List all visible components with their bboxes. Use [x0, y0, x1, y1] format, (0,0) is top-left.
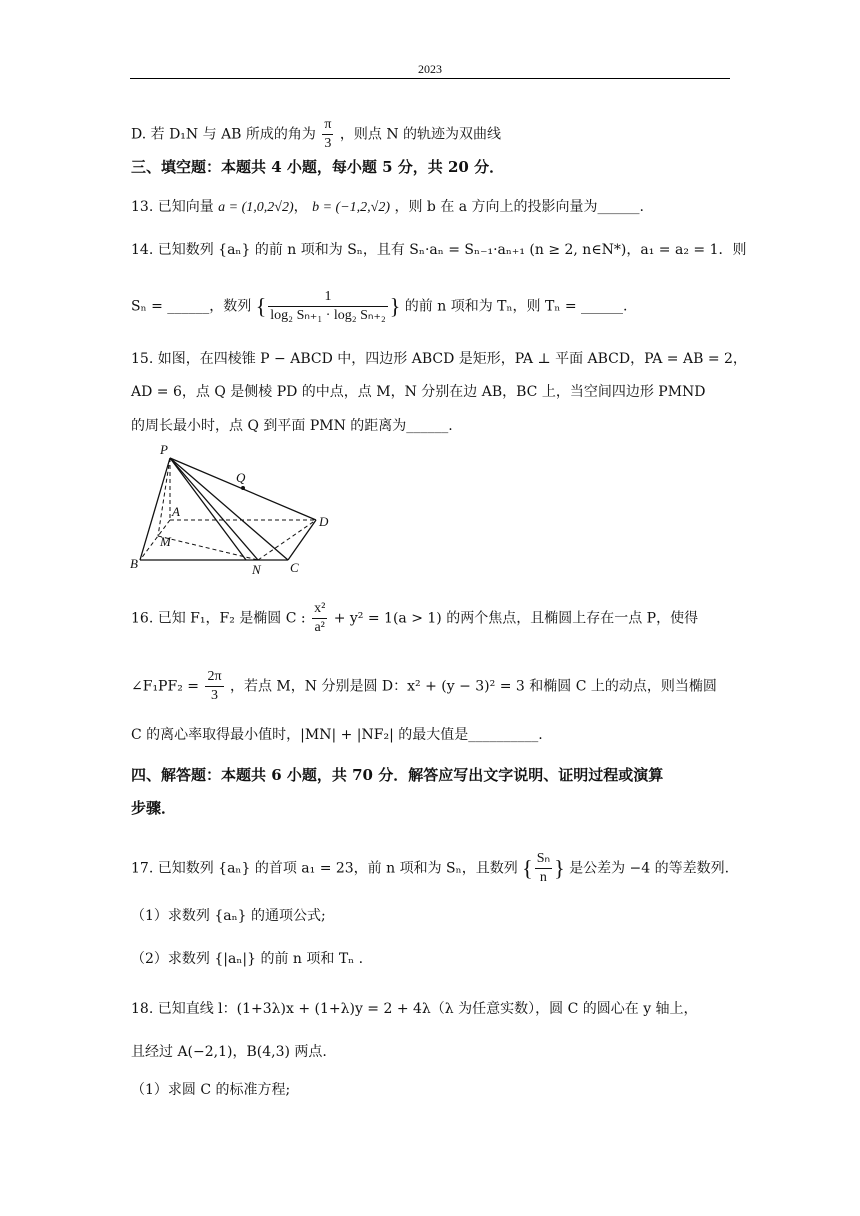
q17-part-1: （1）求数列 {aₙ} 的通项公式;: [131, 908, 326, 924]
label-C: C: [290, 560, 299, 575]
q16-l2-b: ，若点 M，N 分别是圆 D：x² + (y − 3)² = 3 和椭圆 C 上的动点，则当椭圆: [229, 678, 717, 695]
q16-ang-num: 2π: [205, 668, 223, 687]
page-header-year: 2023: [418, 62, 442, 76]
edge-PN2: [170, 458, 246, 560]
q14-frac-den: log₂ Sₙ₊₁ · log₂ Sₙ₊₂: [270, 308, 386, 323]
label-B: B: [130, 556, 138, 571]
q17-s-num: Sₙ: [535, 850, 552, 869]
angle-fraction: [322, 116, 333, 153]
q13-vector-b: b = (−1,2,√2): [312, 200, 390, 215]
q16-ell-den: a²: [314, 620, 325, 635]
question-18-line2: 且经过 A(−2,1)，B(4,3) 两点.: [131, 1044, 327, 1060]
label-M: M: [160, 534, 171, 549]
angle-den: 3: [324, 136, 332, 151]
q16-ellipse-fraction: [312, 600, 327, 637]
q17-fraction: [535, 850, 552, 887]
q18-part-1: （1）求圆 C 的标准方程;: [131, 1082, 291, 1098]
label-Q: Q: [236, 470, 246, 485]
question-16-line2: [131, 668, 717, 705]
question-14-line2: Sₙ = ______，数列 { $\frac{1}{\text{log₂ Sₙ₊₁ · log₂ Sₙ₊₂}}$ } 的前 n 项和为 Tₙ，则 Tₙ = ______.: [131, 289, 628, 323]
q16-l1-b: + y² = 1(a > 1) 的两个焦点，且椭圆上存在一点 P，使得: [333, 610, 699, 627]
question-17: 17. 已知数列 {aₙ} 的首项 a₁ = 23，前 n 项和为 Sₙ，且数列 { $\frac{\text{Sₙ}}{n}$ } 是公差为 −4 的等差数列.: [131, 851, 730, 885]
angle-num: π: [322, 116, 333, 135]
q14-l2-b: 的前 n 项和为 Tₙ，则 Tₙ = ______.: [404, 298, 628, 315]
section-4-heading-line2: 步骤．: [131, 799, 177, 817]
edge-MN: [158, 536, 258, 560]
q14-frac-num: 1: [268, 288, 387, 307]
edge-PM: [158, 458, 170, 536]
edge-ND: [258, 520, 316, 560]
q17-part-2: （2）求数列 {|aₙ|} 的前 n 项和 Tₙ .: [131, 951, 364, 967]
question-15-line1: 15. 如图，在四棱锥 P − ABCD 中，四边形 ABCD 是矩形，PA ⊥ 平面 ABCD，PA = AB = 2，: [131, 351, 747, 367]
q17-l-b: 是公差为 −4 的等差数列.: [569, 860, 730, 877]
q16-ang-den: 3: [210, 688, 218, 703]
question-13: 13. 已知向量 a = (1,0,2√2)， b = (−1,2,√2) ，则 b 在 a 方向上的投影向量为______.: [131, 199, 645, 215]
section-4-heading-line1: 四、解答题：本题共 6 小题，共 70 分．解答应写出文字说明、证明过程或演算: [131, 766, 664, 784]
question-16-line1: [131, 600, 698, 637]
q14-l2-a: Sₙ = ______，数列: [131, 298, 252, 315]
q16-l1-a: 16. 已知 F₁，F₂ 是椭圆 C :: [131, 610, 306, 627]
q13-prefix: 13. 已知向量: [131, 199, 214, 215]
label-N: N: [252, 562, 261, 577]
q16-ell-num: x²: [312, 600, 327, 619]
q13-vector-a: a = (1,0,2√2): [218, 200, 294, 215]
question-16-line3: C 的离心率取得最小值时，|MN| + |NF₂| 的最大值是__________.: [131, 727, 543, 743]
option-d-prefix: D. 若 D₁N 与 AB 所成的角为: [131, 126, 316, 143]
q16-angle-fraction: [205, 668, 223, 705]
point-Q: [241, 486, 245, 490]
q17-l-a: 17. 已知数列 {aₙ} 的首项 a₁ = 23，前 n 项和为 Sₙ，且数列: [131, 860, 518, 877]
q16-l2-a: ∠F₁PF₂ =: [131, 678, 199, 695]
option-d: [131, 116, 501, 153]
question-14-line1: 14. 已知数列 {aₙ} 的前 n 项和为 Sₙ，且有 Sₙ·aₙ = Sₙ₋₁·aₙ₊₁ (n ≥ 2, n∈N*)，a₁ = a₂ = 1．则: [131, 242, 747, 258]
q14-fraction: [268, 288, 387, 325]
question-15-line2: AD = 6，点 Q 是侧棱 PD 的中点，点 M，N 分别在边 AB，BC 上，当空间四边形 PMND: [131, 384, 706, 400]
q17-s-den: n: [539, 870, 547, 885]
label-P: P: [160, 442, 168, 457]
question-18-line1: 18. 已知直线 l：(1+3λ)x + (1+λ)y = 2 + 4λ（λ 为任意实数），圆 C 的圆心在 y 轴上，: [131, 1001, 698, 1017]
pyramid-figure: [128, 440, 348, 580]
question-15-line3: 的周长最小时，点 Q 到平面 PMN 的距离为______.: [131, 418, 453, 434]
q13-suffix: ，则 b 在 a 方向上的投影向量为______.: [394, 199, 645, 215]
option-d-suffix: ，则点 N 的轨迹为双曲线: [339, 126, 502, 143]
label-D: D: [319, 514, 329, 529]
header-rule: [130, 78, 730, 79]
edge-PC: [170, 458, 288, 560]
edge-CD: [288, 520, 316, 560]
label-A: A: [172, 504, 180, 519]
section-3-heading: 三、填空题：本题共 4 小题，每小题 5 分，共 20 分．: [131, 158, 505, 176]
